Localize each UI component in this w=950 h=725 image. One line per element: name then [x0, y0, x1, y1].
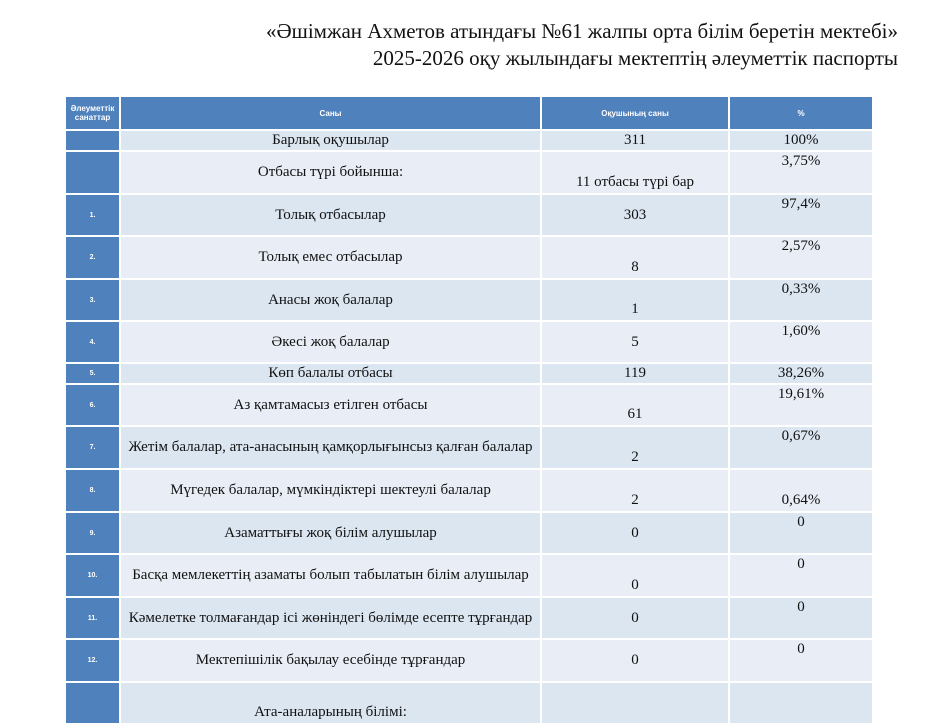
table-row	[66, 513, 872, 553]
row-number: 7.	[66, 427, 119, 468]
row-percent: 0	[730, 513, 872, 553]
table-row	[66, 427, 872, 468]
row-label: Әкесі жоқ балалар	[121, 322, 540, 362]
row-count: 119	[542, 364, 728, 383]
document-title	[266, 18, 898, 72]
table-row	[66, 555, 872, 596]
row-count: 0	[542, 555, 728, 596]
header-name: Саны	[121, 97, 540, 129]
row-number: 3.	[66, 280, 119, 320]
row-count: 61	[542, 385, 728, 425]
row-percent: 19,61%	[730, 385, 872, 425]
row-label: Мүгедек балалар, мүмкіндіктері шектеулі балалар	[121, 470, 540, 511]
table-row	[66, 322, 872, 362]
row-number: 10.	[66, 555, 119, 596]
row-label: Толық отбасылар	[121, 195, 540, 235]
table-row	[66, 598, 872, 638]
row-number	[66, 152, 119, 193]
row-label: Кәмелетке толмағандар ісі жөніндегі бөлімде есепте тұрғандар	[121, 598, 540, 638]
table-row	[66, 364, 872, 383]
row-percent: 0,33%	[730, 280, 872, 320]
title-line-2: 2025-2026 оқу жылындағы мектептің әлеуметтік паспорты	[372, 46, 898, 70]
row-percent: 0,67%	[730, 427, 872, 468]
row-count: 2	[542, 427, 728, 468]
row-count: 8	[542, 237, 728, 278]
row-number: 6.	[66, 385, 119, 425]
table-header-row	[66, 97, 872, 129]
row-number: 9.	[66, 513, 119, 553]
row-label: Барлық оқушылар	[121, 131, 540, 150]
table-row	[66, 131, 872, 150]
row-label: Мектепішілік бақылау есебінде тұрғандар	[121, 640, 540, 681]
row-percent: 0	[730, 640, 872, 681]
row-count: 311	[542, 131, 728, 150]
table-row	[66, 152, 872, 193]
row-count: 1	[542, 280, 728, 320]
row-percent: 3,75%	[730, 152, 872, 193]
row-label: Анасы жоқ балалар	[121, 280, 540, 320]
row-count: 11 отбасы түрі бар	[542, 152, 728, 193]
row-count: 5	[542, 322, 728, 362]
row-number: 1.	[66, 195, 119, 235]
row-number: 2.	[66, 237, 119, 278]
row-percent	[730, 683, 872, 723]
row-number: 8.	[66, 470, 119, 511]
table-row	[66, 470, 872, 511]
row-count: 2	[542, 470, 728, 511]
row-count: 0	[542, 513, 728, 553]
row-percent: 2,57%	[730, 237, 872, 278]
row-label: Ата-аналарының білімі:	[121, 683, 540, 723]
header-category: Әлеуметтік санаттар	[66, 97, 119, 129]
row-number: 5.	[66, 364, 119, 383]
header-student-count: Оқушының саны	[542, 97, 728, 129]
social-passport-table	[64, 95, 874, 725]
row-label: Азаматтығы жоқ білім алушылар	[121, 513, 540, 553]
row-percent: 0	[730, 555, 872, 596]
row-label: Басқа мемлекеттің азаматы болып табылатын білім алушылар	[121, 555, 540, 596]
row-percent: 0,64%	[730, 470, 872, 511]
table-row	[66, 683, 872, 723]
row-label: Толық емес отбасылар	[121, 237, 540, 278]
row-number: 12.	[66, 640, 119, 681]
table-row	[66, 195, 872, 235]
row-percent: 100%	[730, 131, 872, 150]
row-count: 0	[542, 598, 728, 638]
row-percent: 1,60%	[730, 322, 872, 362]
row-label: Аз қамтамасыз етілген отбасы	[121, 385, 540, 425]
table-row	[66, 640, 872, 681]
table-row	[66, 385, 872, 425]
row-count: 0	[542, 640, 728, 681]
row-label: Көп балалы отбасы	[121, 364, 540, 383]
row-count: 303	[542, 195, 728, 235]
table-row	[66, 237, 872, 278]
row-number: 4.	[66, 322, 119, 362]
row-label: Отбасы түрі бойынша:	[121, 152, 540, 193]
row-number	[66, 131, 119, 150]
row-percent: 97,4%	[730, 195, 872, 235]
row-label: Жетім балалар, ата-анасының қамқорлығынсыз қалған балалар	[121, 427, 540, 468]
header-percent: %	[730, 97, 872, 129]
row-percent: 0	[730, 598, 872, 638]
table-row	[66, 280, 872, 320]
row-percent: 38,26%	[730, 364, 872, 383]
row-number: 11.	[66, 598, 119, 638]
row-number	[66, 683, 119, 723]
row-count	[542, 683, 728, 723]
title-line-1: «Әшімжан Ахметов атындағы №61 жалпы орта білім беретін мектебі»	[266, 19, 898, 43]
